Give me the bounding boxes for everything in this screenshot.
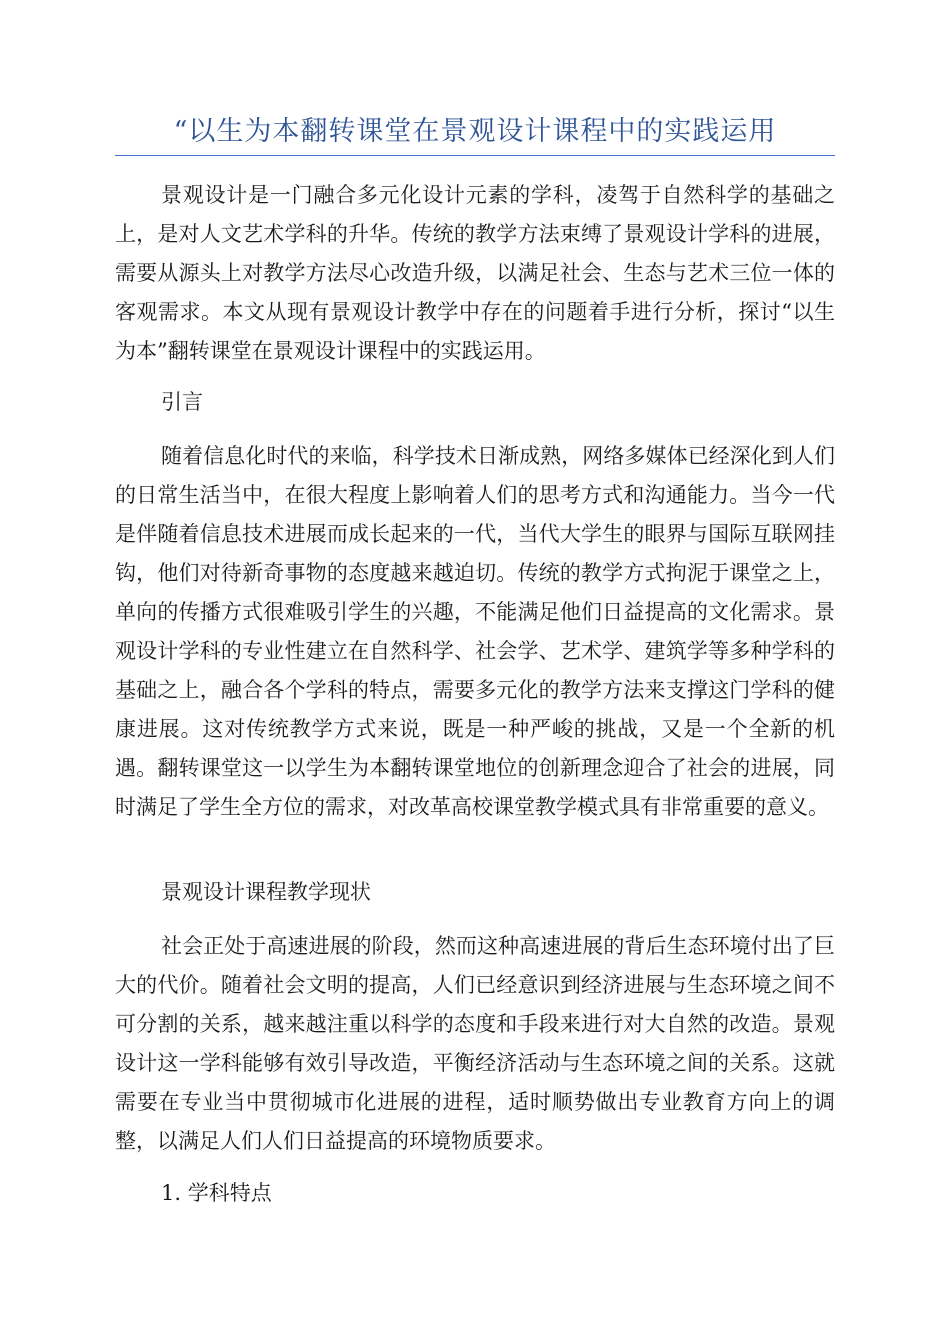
document-title: “以生为本翻转课堂在景观设计课程中的实践运用 bbox=[173, 116, 777, 147]
section-heading-status: 景观设计课程教学现状 bbox=[161, 880, 371, 904]
abstract-paragraph: 景观设计是一门融合多元化设计元素的学科，凌驾于自然科学的基础之上，是对人文艺术学科的升华。传统的教学方法束缚了景观设计学科的进展，需要从源头上对教学方法尽心改造升级，以满足社会、生态与艺术三位一体的客观需求。本文从现有景观设计教学中存在的问题着手进行分析，探讨“以生为本”翻转课堂在景观设计课程中的实践运用。 bbox=[115, 183, 835, 363]
intro-paragraph: 随着信息化时代的来临，科学技术日渐成熟，网络多媒体已经深化到人们的日常生活当中，在很大程度上影响着人们的思考方式和沟通能力。当今一代是伴随着信息技术进展而成长起来的一代，当代大学生的眼界与国际互联网挂钩，他们对待新奇事物的态度越来越迫切。传统的教学方式拘泥于课堂之上，单向的传播方式很难吸引学生的兴趣，不能满足他们日益提高的文化需求。景观设计学科的专业性建立在自然科学、社会学、艺术学、建筑学等多种学科的基础之上，融合各个学科的特点，需要多元化的教学方法来支撑这门学科的健康进展。这对传统教学方式来说，既是一种严峻的挑战，又是一个全新的机遇。翻转课堂这一以学生为本翻转课堂地位的创新理念迎合了社会的进展，同时满足了学生全方位的需求，对改革高校课堂教学模式具有非常重要的意义。 bbox=[115, 444, 835, 819]
section-heading-intro: 引言 bbox=[161, 390, 203, 414]
title-underline bbox=[115, 155, 835, 156]
status-paragraph: 社会正处于高速进展的阶段，然而这种高速进展的背后生态环境付出了巨大的代价。随着社会文明的提高，人们已经意识到经济进展与生态环境之间不可分割的关系，越来越注重以科学的态度和手段来进行对大自然的改造。景观设计这一学科能够有效引导改造，平衡经济活动与生态环境之间的关系。这就需要在专业当中贯彻城市化进展的进程，适时顺势做出专业教育方向上的调整，以满足人们人们日益提高的环境物质要求。 bbox=[115, 934, 835, 1153]
subsection-heading-1: 1. 学科特点 bbox=[161, 1181, 272, 1205]
